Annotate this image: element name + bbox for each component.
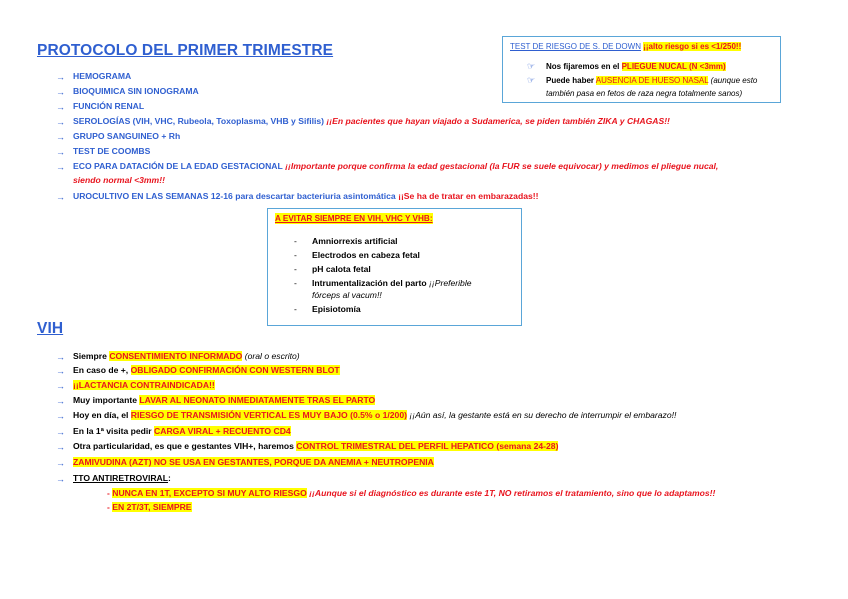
list-item: Episiotomía: [312, 304, 361, 314]
arrow-icon: →: [56, 411, 65, 421]
list-item-continuation: fórceps al vacum!!: [312, 290, 382, 300]
arrow-icon: →: [56, 442, 65, 452]
list-item: ZAMIVUDINA (AZT) NO SE USA EN GESTANTES, PORQUE DA ANEMIA + NEUTROPENIA: [73, 457, 434, 467]
list-item: Intrumentalización del parto ¡¡Preferible: [312, 278, 472, 288]
dash-icon: -: [294, 278, 297, 288]
box-title: TEST DE RIESGO DE S. DE DOWN ¡¡alto riesgo si es <1/250!!: [510, 42, 742, 51]
dash-icon: -: [294, 250, 297, 260]
arrow-icon: →: [56, 162, 65, 172]
list-item: Siempre CONSENTIMIENTO INFORMADO (oral o escrito): [73, 351, 300, 361]
list-item: UROCULTIVO EN LAS SEMANAS 12-16 para descartar bacteriuria asintomática ¡¡Se ha de tratar en embarazadas!!: [73, 191, 539, 201]
arrow-icon: →: [56, 352, 65, 362]
list-item: En la 1ª visita pedir CARGA VIRAL + RECUENTO CD4: [73, 426, 291, 436]
section-title-vih: VIH: [37, 320, 64, 337]
box-title: A EVITAR SIEMPRE EN VIH, VHC Y VHB:: [275, 214, 433, 223]
arrow-icon: →: [56, 458, 65, 468]
arrow-icon: →: [56, 72, 65, 82]
down-risk-box: [502, 36, 781, 103]
list-item: TEST DE COOMBS: [73, 146, 151, 156]
list-item: BIOQUIMICA SIN IONOGRAMA: [73, 86, 199, 96]
avoid-box: [267, 208, 522, 326]
arrow-icon: →: [56, 87, 65, 97]
arrow-icon: →: [56, 381, 65, 391]
arrow-icon: →: [56, 192, 65, 202]
arrow-icon: →: [56, 147, 65, 157]
list-item: SEROLOGÍAS (VIH, VHC, Rubeola, Toxoplasma, VHB y Sifilis) ¡¡En pacientes que hayan viajado a Sudamerica, se piden también ZIKA y CHAGAS!!: [73, 116, 670, 126]
sub-list-item: - EN 2T/3T, SIEMPRE: [107, 502, 192, 512]
list-item: GRUPO SANGUINEO + Rh: [73, 131, 181, 141]
dash-icon: -: [294, 264, 297, 274]
list-item-continuation: también pasa en fetos de raza negra totalmente sanos): [546, 89, 743, 98]
page-title: PROTOCOLO DEL PRIMER TRIMESTRE: [37, 42, 334, 59]
hand-icon: ☞: [527, 75, 536, 85]
list-item: Nos fijaremos en el PLIEGUE NUCAL (N <3mm): [546, 62, 726, 71]
arrow-icon: →: [56, 396, 65, 406]
list-item: Hoy en día, el RIESGO DE TRANSMISIÓN VERTICAL ES MUY BAJO (0.5% o 1/200) ¡¡Aún así, la gestante está en su derecho de interrumpir el embarazo!!: [73, 410, 677, 420]
list-item: Electrodos en cabeza fetal: [312, 250, 420, 260]
list-item: pH calota fetal: [312, 264, 371, 274]
list-item: TTO ANTIRETROVIRAL:: [73, 473, 171, 483]
arrow-icon: →: [56, 117, 65, 127]
list-item: HEMOGRAMA: [73, 71, 132, 81]
list-item: Puede haber AUSENCIA DE HUESO NASAL (aunque esto: [546, 76, 758, 85]
hand-icon: ☞: [527, 61, 536, 71]
list-item: Otra particularidad, es que e gestantes VIH+, haremos CONTROL TRIMESTRAL DEL PERFIL HEPATICO (semana 24-28): [73, 441, 559, 451]
arrow-icon: →: [56, 102, 65, 112]
dash-icon: -: [294, 304, 297, 314]
list-item: ECO PARA DATACIÓN DE LA EDAD GESTACIONAL ¡¡Importante porque confirma la edad gestacional (la FUR se suele equivocar) y medimos el pliegue nucal,: [73, 161, 719, 171]
list-item: En caso de +, OBLIGADO CONFIRMACIÓN CON WESTERN BLOT: [73, 365, 340, 375]
list-item: Muy importante LAVAR AL NEONATO INMEDIATAMENTE TRAS EL PARTO: [73, 395, 376, 405]
arrow-icon: →: [56, 366, 65, 376]
sub-list-item: - NUNCA EN 1T, EXCEPTO SI MUY ALTO RIESGO ¡¡Aunque si el diagnóstico es durante este 1T, NO retiramos el tratamiento, sino que lo adaptamos!!: [107, 488, 716, 498]
list-item-continuation: siendo normal <3mm!!: [73, 175, 165, 185]
list-item: FUNCIÓN RENAL: [73, 101, 145, 111]
dash-icon: -: [294, 236, 297, 246]
arrow-icon: →: [56, 474, 65, 484]
list-item: ¡¡LACTANCIA CONTRAINDICADA!!: [73, 380, 215, 390]
arrow-icon: →: [56, 132, 65, 142]
list-item: Amniorrexis artificial: [312, 236, 398, 246]
arrow-icon: →: [56, 427, 65, 437]
